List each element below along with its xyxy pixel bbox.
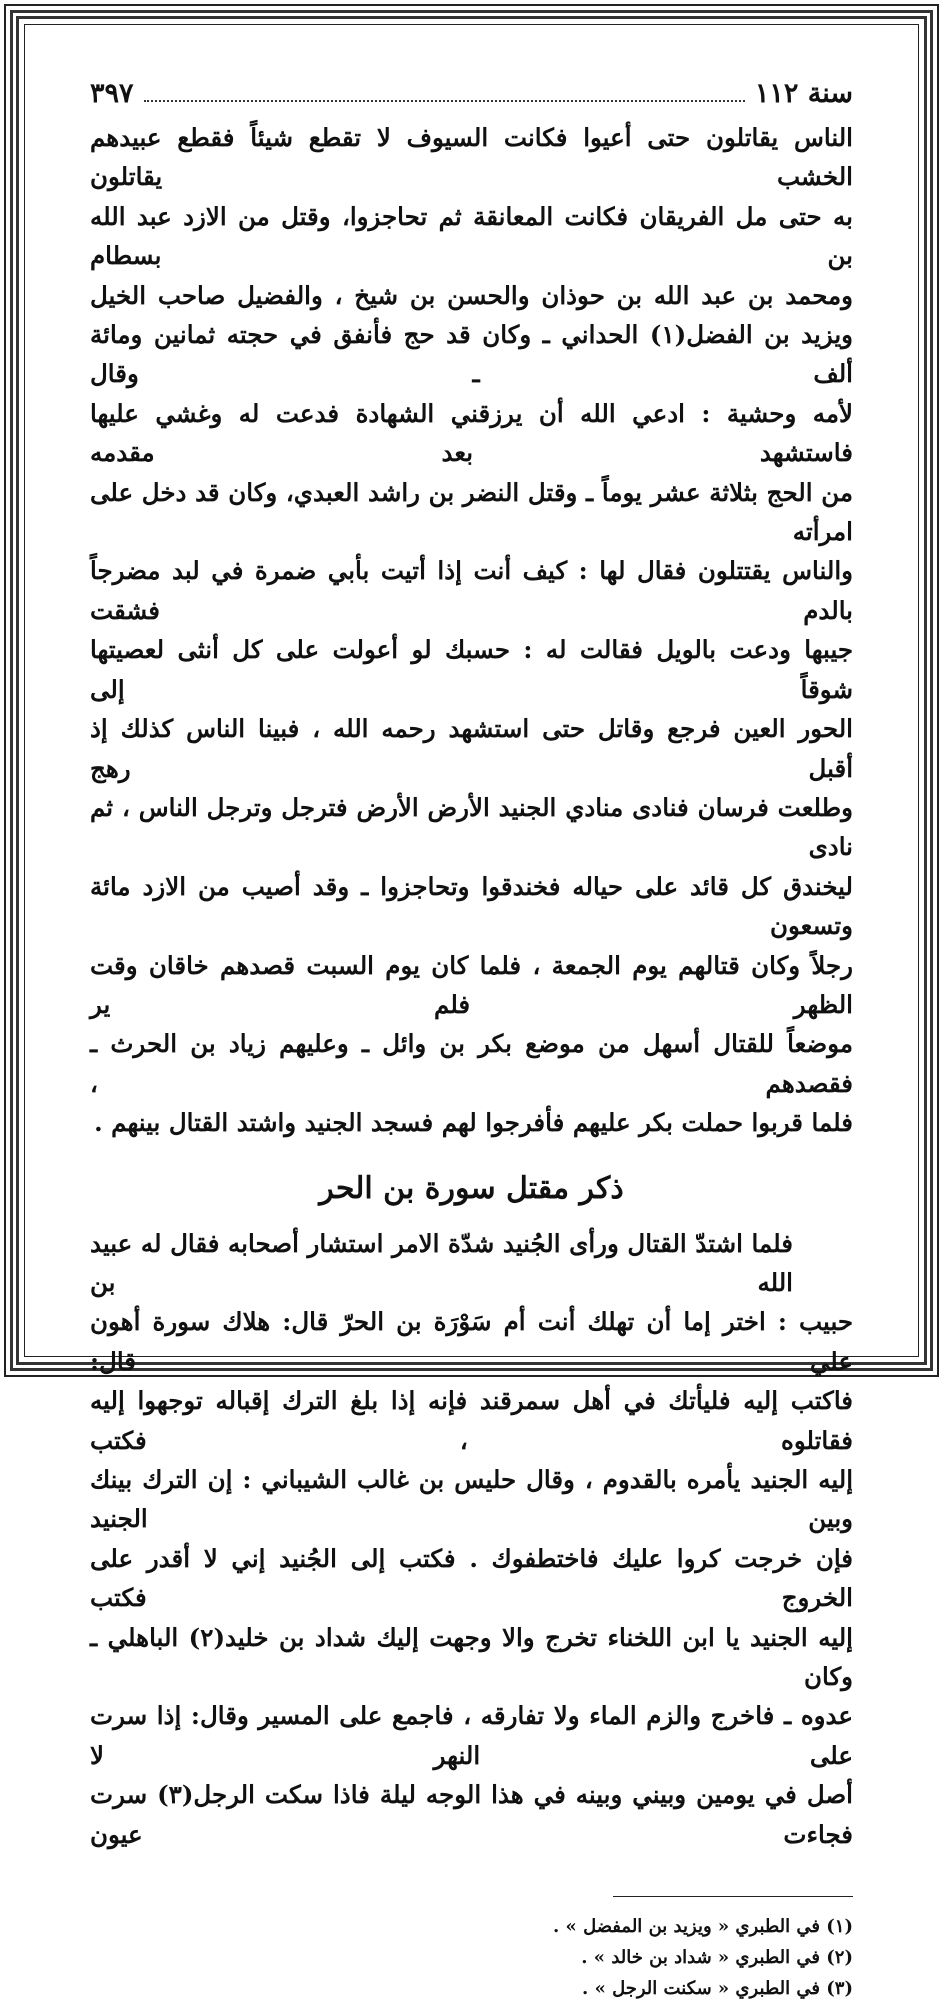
text-line: إليه الجنيد يا ابن اللخناء تخرج والا وجهت إليك شداد بن خليد(٢) الباهلي ـ وكان — [90, 1622, 853, 1692]
text-line: حبيب : اختر إما أن تهلك أنت أم سَوْرَة بن الحرّ قال: هلاك سورة أهون علي قال: — [90, 1307, 853, 1376]
text-line: الناس يقاتلون حتى أعيوا فكانت السيوف لا تقطع شيئاً فقطع عبيدهم الخشب يقاتلون — [90, 123, 853, 192]
section-heading: ذكر مقتل سورة بن الحر — [319, 1170, 624, 1206]
text-line: لأمه وحشية : ادعي الله أن يرزقني الشهادة فدعت له وغشي عليها فاستشهد بعد مقدمه — [90, 398, 853, 468]
footnote: (٣) في الطبري « سكنت الرجل » . — [582, 1978, 853, 2000]
text-line: رجلاً وكان قتالهم يوم الجمعة ، فلما كان يوم السبت قصدهم خاقان وقت الظهر فلم ير — [90, 950, 853, 1019]
text-line: من الحج بثلاثة عشر يوماً ـ وقتل النضر بن راشد العبدي، وكان قد دخل على امرأته — [90, 477, 853, 547]
text-line: أصل في يومين وبيني وبينه في هذا الوجه ليلة فاذا سكت الرجل(٣) سرت فجاءت عيون — [90, 1780, 853, 1849]
text-line: فاكتب إليه فليأتك في أهل سمرقند فإنه إذا بلغ الترك إقباله توجهوا إليه فقاتلوه ، فكتب — [90, 1386, 853, 1455]
page-number: ٣٩٧ — [90, 78, 134, 109]
text-line: فلما اشتدّ القتال ورأى الجُنيد شدّة الامر استشار أصحابه فقال له عبيد الله بن — [90, 1228, 793, 1297]
book-page — [90, 78, 853, 2000]
text-line: وطلعت فرسان فنادى منادي الجنيد الأرض الأرض فترجل وترجل الناس ، ثم نادى — [90, 792, 853, 862]
text-line: إليه الجنيد يأمره بالقدوم ، وقال حليس بن غالب الشيباني : إن الترك بينك وبين الجنيد — [90, 1465, 853, 1534]
footnote: (٢) في الطبري « شداد بن خالد » . — [581, 1947, 853, 1969]
text-line: ليخندق كل قائد على حياله فخندقوا وتحاجزوا ـ وقد أصيب من الازد مائة وتسعون — [90, 871, 853, 941]
footnote: (١) في الطبري « ويزيد بن المفضل » . — [553, 1916, 853, 1938]
text-line: به حتى مل الفريقان فكانت المعانقة ثم تحاجزوا، وقتل من الازد عبد الله بن بسطام — [90, 201, 853, 271]
header-year: سنة ١١٢ — [754, 78, 853, 109]
footnote-separator — [613, 1896, 853, 1897]
text-line: فلما قربوا حملت بكر عليهم فأفرجوا لهم فسجد الجنيد واشتد القتال بينهم . — [94, 1108, 853, 1138]
page-header — [90, 78, 853, 118]
header-dotted-leader — [144, 80, 745, 102]
footnotes — [90, 1911, 853, 2004]
text-line: عدوه ـ فاخرج والزم الماء ولا تفارقه ، فاجمع على المسير وقال: إذا سرت على النهر لا — [90, 1701, 853, 1770]
text-line: والناس يقتتلون فقال لها : كيف أنت إذا أتيت بأبي ضمرة في لبد مضرجاً بالدم فشقت — [90, 556, 853, 625]
text-line: فإن خرجت كروا عليك فاختطفوك . فكتب إلى الجُنيد إني لا أقدر على الخروج فكتب — [90, 1543, 853, 1613]
text-line: موضعاً للقتال أسهل من موضع بكر بن وائل ـ وعليهم زياد بن الحرث ـ فقصدهم ، — [90, 1029, 853, 1098]
paragraph-1 — [90, 118, 853, 1143]
text-line: ومحمد بن عبد الله بن حوذان والحسن بن شيخ ، والفضيل صاحب الخيل — [90, 280, 853, 310]
paragraph-2 — [90, 1224, 853, 1855]
text-line: جيبها ودعت بالويل فقالت له : حسبك لو أعولت على كل أنثى لعصيتها شوقاً إلى — [90, 635, 853, 704]
text-line: الحور العين فرجع وقاتل حتى استشهد رحمه الله ، فبينا الناس كذلك إذ أقبل رهج — [90, 714, 853, 783]
text-line: ويزيد بن الفضل(١) الحداني ـ وكان قد حج فأنفق في حجته ثمانين ومائة ألف ـ وقال — [90, 320, 853, 389]
